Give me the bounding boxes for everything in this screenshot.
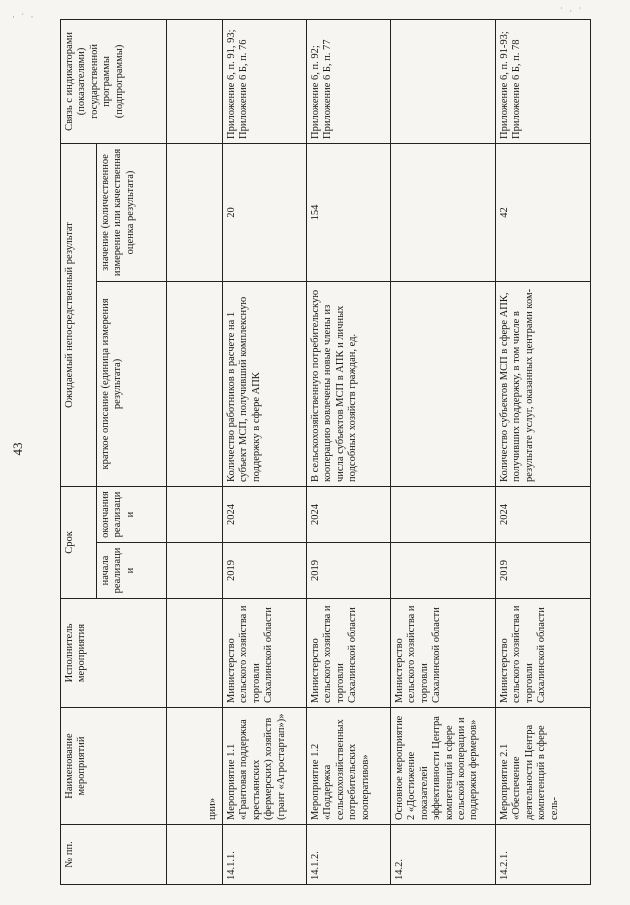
cell-end: 2024 (496, 486, 591, 542)
measures-table (60, 19, 591, 885)
cell-start: 2019 (223, 543, 307, 599)
header-num: № пп. (61, 825, 167, 885)
header-executor: Исполнитель мероприятия (61, 599, 167, 708)
cell-executor: Министерство сельского хозяйства и торговли Сахалинской области (391, 599, 496, 708)
cell-executor: Министерство сельского хозяйства и торговли Сахалинской области (223, 599, 307, 708)
table-row (496, 19, 591, 884)
cell-desc: В сельскохозяйственную потребительскую кооперацию вовлечены новые члены из числа субъектов МСП в АПК и личных подсобных хозяйств граждан, ед. (307, 281, 391, 486)
table-rotator (60, 20, 591, 885)
header-name: Наименование мероприятий (61, 708, 167, 825)
header-term-start: начала реализации (97, 543, 167, 599)
cell-desc: Количество субъектов МСП в сфере АПК, получивших поддержку, в том числе в результате услуг, оказанных центрами ком- (496, 281, 591, 486)
header-result-desc: краткое описание (единица измерения результата) (97, 281, 167, 486)
cell-num: 14.1.1. (223, 825, 307, 885)
cell-value: 154 (307, 143, 391, 281)
cell-num: 14.2.1. (496, 825, 591, 885)
cell-desc (391, 281, 496, 486)
cell-link (167, 19, 223, 143)
cell-num (167, 825, 223, 885)
cell-desc (167, 281, 223, 486)
cell-link (391, 19, 496, 143)
header-result-value: значение (количественное измерение или качественная оценка результата) (97, 143, 167, 281)
cell-value (391, 143, 496, 281)
header-term: Срок (61, 486, 97, 598)
header-term-end: окончания реализации (97, 486, 167, 542)
cell-name: ции» (167, 708, 223, 825)
cell-link: Приложение 6, п. 92; Приложение 6 Б, п. 77 (307, 19, 391, 143)
cell-value: 20 (223, 143, 307, 281)
scan-speckle: · ˙ · (12, 12, 36, 22)
cell-start (391, 543, 496, 599)
cell-start: 2019 (307, 543, 391, 599)
cell-link: Приложение 6, п. 91, 93; Приложение 6 Б, п. 76 (223, 19, 307, 143)
table-wrapper (60, 20, 591, 885)
cell-end (391, 486, 496, 542)
cell-end: 2024 (307, 486, 391, 542)
cell-value: 42 (496, 143, 591, 281)
cell-desc: Количество работников в расчете на 1 субъект МСП, получивший комплексную поддержку в сфере АПК (223, 281, 307, 486)
cell-name: Основное мероприятие 2 «Достижение показателей эффективности Центра компетенций в сфере сельской кооперации и поддержки фермеров» (391, 708, 496, 825)
cell-executor: Министерство сельского хозяйства и торговли Сахалинской области (496, 599, 591, 708)
cell-name: Мероприятие 1.2 «Поддержка сельскохозяйственных потребительских кооперативов» (307, 708, 391, 825)
cell-value (167, 143, 223, 281)
header-link: Связь с индикаторами (показателями) государственной программы (подпрограммы) (61, 19, 167, 143)
cell-executor: Министерство сельского хозяйства и торговли Сахалинской области (307, 599, 391, 708)
cell-end (167, 486, 223, 542)
table-row (391, 19, 496, 884)
cell-num: 14.2. (391, 825, 496, 885)
table-row (223, 19, 307, 884)
cell-start: 2019 (496, 543, 591, 599)
page-number: 43 (10, 442, 25, 456)
cell-num: 14.1.2. (307, 825, 391, 885)
cell-end: 2024 (223, 486, 307, 542)
cell-name: Мероприятие 1.1 «Грантовая поддержка крестьянских (фермерских) хозяйств (грант «Агростартап»)» (223, 708, 307, 825)
scan-speckle: ˙ · ˙ (560, 6, 584, 16)
header-result: Ожидаемый непосредственный результат (61, 143, 97, 486)
table-row (167, 19, 223, 884)
table-row (307, 19, 391, 884)
cell-start (167, 543, 223, 599)
cell-executor (167, 599, 223, 708)
cell-link: Приложение 6, п. 91-93; Приложение 6 Б, п. 78 (496, 19, 591, 143)
cell-name: Мероприятие 2.1 «Обеспечение деятельности Центра компетенций в сфере сель- (496, 708, 591, 825)
